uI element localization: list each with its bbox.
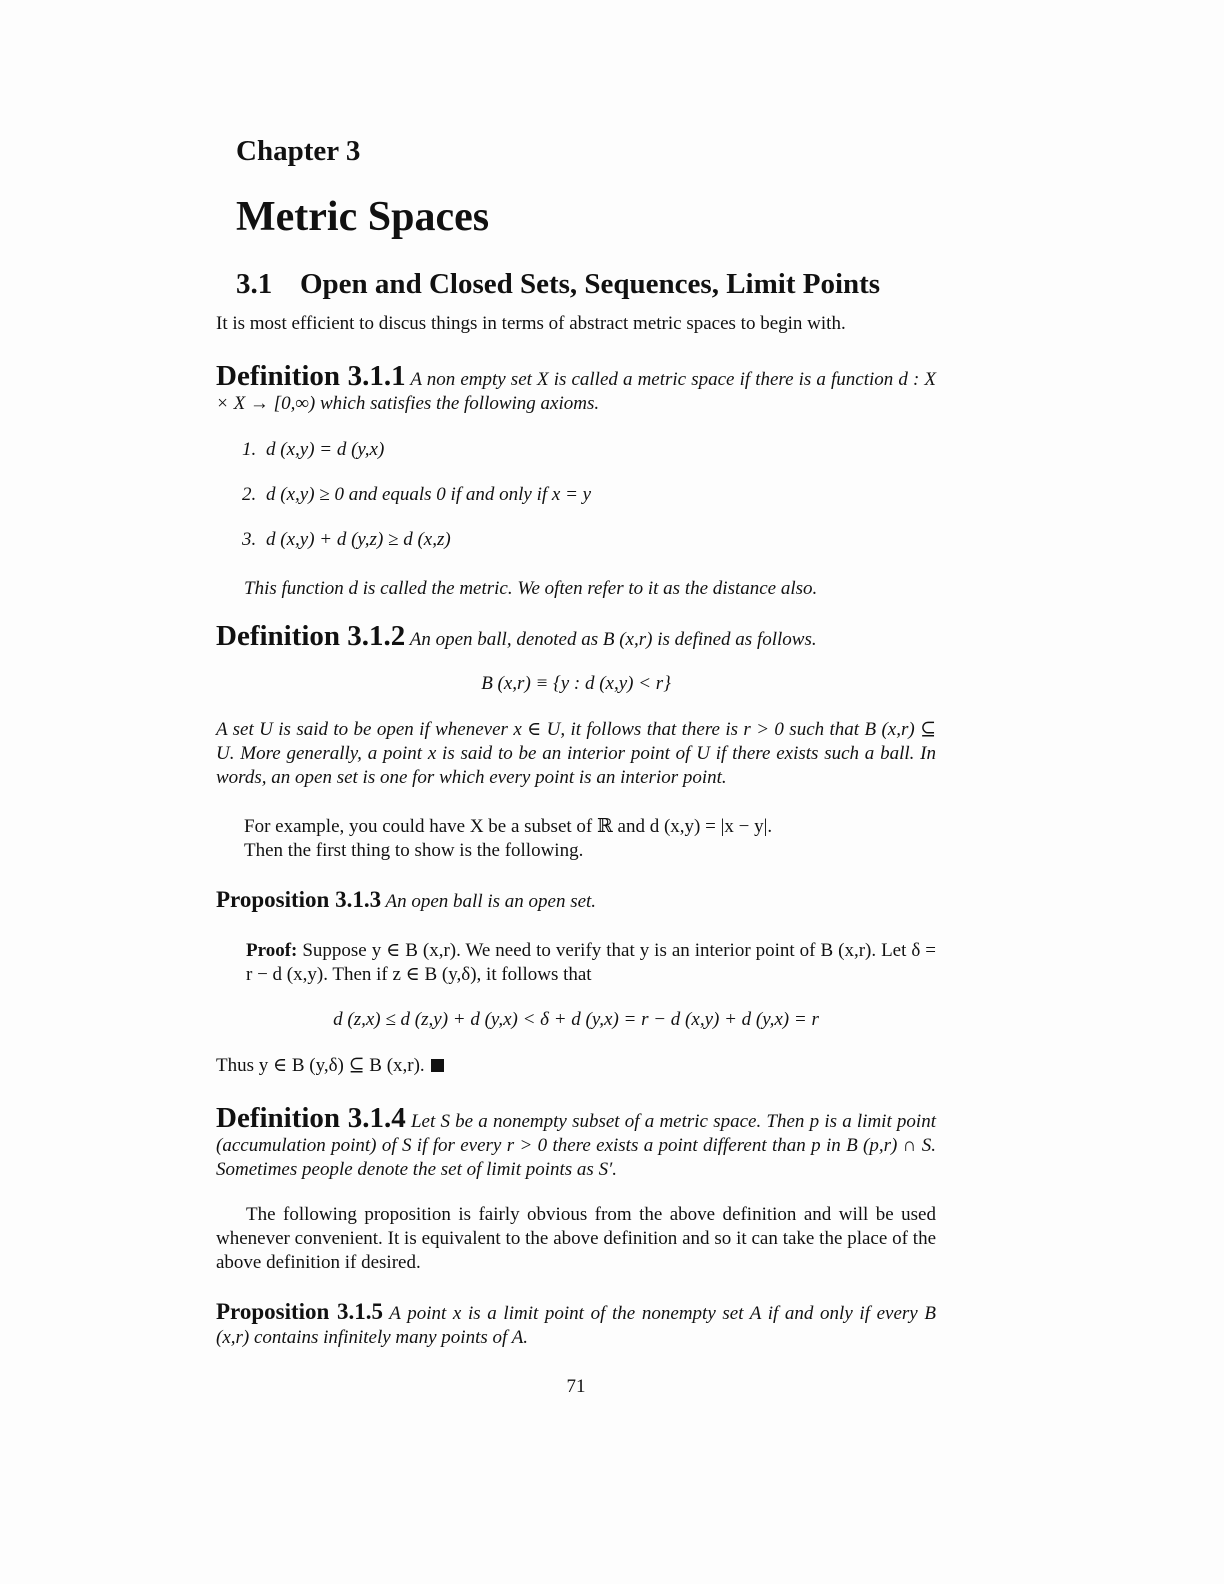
definition-3-1-2-label: Definition 3.1.2 xyxy=(216,620,406,652)
proposition-3-1-5-label: Proposition 3.1.5 xyxy=(216,1299,383,1324)
chapter-title: Metric Spaces xyxy=(236,194,490,240)
axiom-3 xyxy=(242,528,451,552)
proof-label: Proof: xyxy=(246,940,298,961)
axiom-2-number: 2. xyxy=(242,484,257,505)
proposition-3-1-3 xyxy=(216,888,936,914)
example-line-1: For example, you could have X be a subset of ℝ and d (x,y) = |x − y|. xyxy=(244,816,773,837)
section-title: Open and Closed Sets, Sequences, Limit Points xyxy=(300,268,881,300)
open-ball-equation: B (x,r) ≡ {y : d (x,y) < r} xyxy=(481,673,671,694)
proof-inequality: d (z,x) ≤ d (z,y) + d (y,x) < δ + d (y,x) = r − d (x,y) + d (y,x) = r xyxy=(333,1009,819,1030)
proposition-3-1-3-label: Proposition 3.1.3 xyxy=(216,887,382,912)
proof-text: Suppose y ∈ B (x,r). We need to verify that y is an interior point of B (x,r). Let δ = r − d (x,y). Then if z ∈ B (y,δ), it follows that xyxy=(246,940,937,985)
definition-3-1-1-label: Definition 3.1.1 xyxy=(216,360,406,392)
section-number: 3.1 xyxy=(236,268,273,300)
proposition-3-1-5 xyxy=(216,1300,936,1350)
following-paragraph: The following proposition is fairly obvious from the above definition and will be used whenever convenient. It is equivalent to the above definition and so it can take the place of the above definition if desired. xyxy=(216,1204,936,1273)
proof-conclusion-text: Thus y ∈ B (y,δ) ⊆ B (x,r). xyxy=(216,1055,425,1076)
page-number: 71 xyxy=(566,1376,586,1397)
proof-paragraph xyxy=(216,939,936,987)
axiom-2 xyxy=(242,483,591,507)
axiom-1-number: 1. xyxy=(242,439,257,460)
axiom-3-number: 3. xyxy=(242,529,257,550)
proposition-3-1-3-text: An open ball is an open set. xyxy=(385,891,597,912)
definition-3-1-4-text: Let S be a nonempty subset of a metric space. Then p is a limit point (accumulation point) of S if for every r > 0 there exists a point different than p in B (p,r) ∩ S. Sometimes people denote the set of limit points as S′. xyxy=(216,1111,936,1180)
definition-3-1-1 xyxy=(216,360,936,416)
qed-square-icon xyxy=(431,1059,444,1072)
definition-3-1-4 xyxy=(216,1102,936,1182)
proposition-3-1-5-text: A point x is a limit point of the nonempty set A if and only if every B (x,r) contains infinitely many points of A. xyxy=(216,1303,936,1348)
axiom-2-text: d (x,y) ≥ 0 and equals 0 if and only if x = y xyxy=(266,484,592,505)
definition-3-1-2-text: An open ball, denoted as B (x,r) is defined as follows. xyxy=(409,629,817,650)
definition-3-1-4-label: Definition 3.1.4 xyxy=(216,1102,406,1134)
definition-3-1-1-text: A non empty set X is called a metric space if there is a function d : X × X → [0,∞) which satisfies the following axioms. xyxy=(216,369,936,414)
intro-paragraph: It is most efficient to discus things in terms of abstract metric spaces to begin with. xyxy=(216,313,846,334)
proof-conclusion xyxy=(216,1054,936,1078)
example-line-2: Then the first thing to show is the following. xyxy=(244,840,584,861)
axiom-1 xyxy=(242,438,384,462)
axiom-1-text: d (x,y) = d (y,x) xyxy=(266,439,385,460)
definition-3-1-2 xyxy=(216,620,936,652)
definition-3-1-1-closing: This function d is called the metric. We often refer to it as the distance also. xyxy=(244,578,818,599)
example-paragraph xyxy=(244,815,936,863)
section-heading xyxy=(236,267,880,301)
axiom-3-text: d (x,y) + d (y,z) ≥ d (x,z) xyxy=(266,529,451,550)
chapter-label: Chapter 3 xyxy=(236,135,361,167)
open-set-paragraph: A set U is said to be open if whenever x ∈ U, it follows that there is r > 0 such that B (x,r) ⊆ U. More generally, a point x is said to be an interior point of U if there exists such a ball. In words, an open set is one for which every point is an interior point. xyxy=(216,719,936,788)
